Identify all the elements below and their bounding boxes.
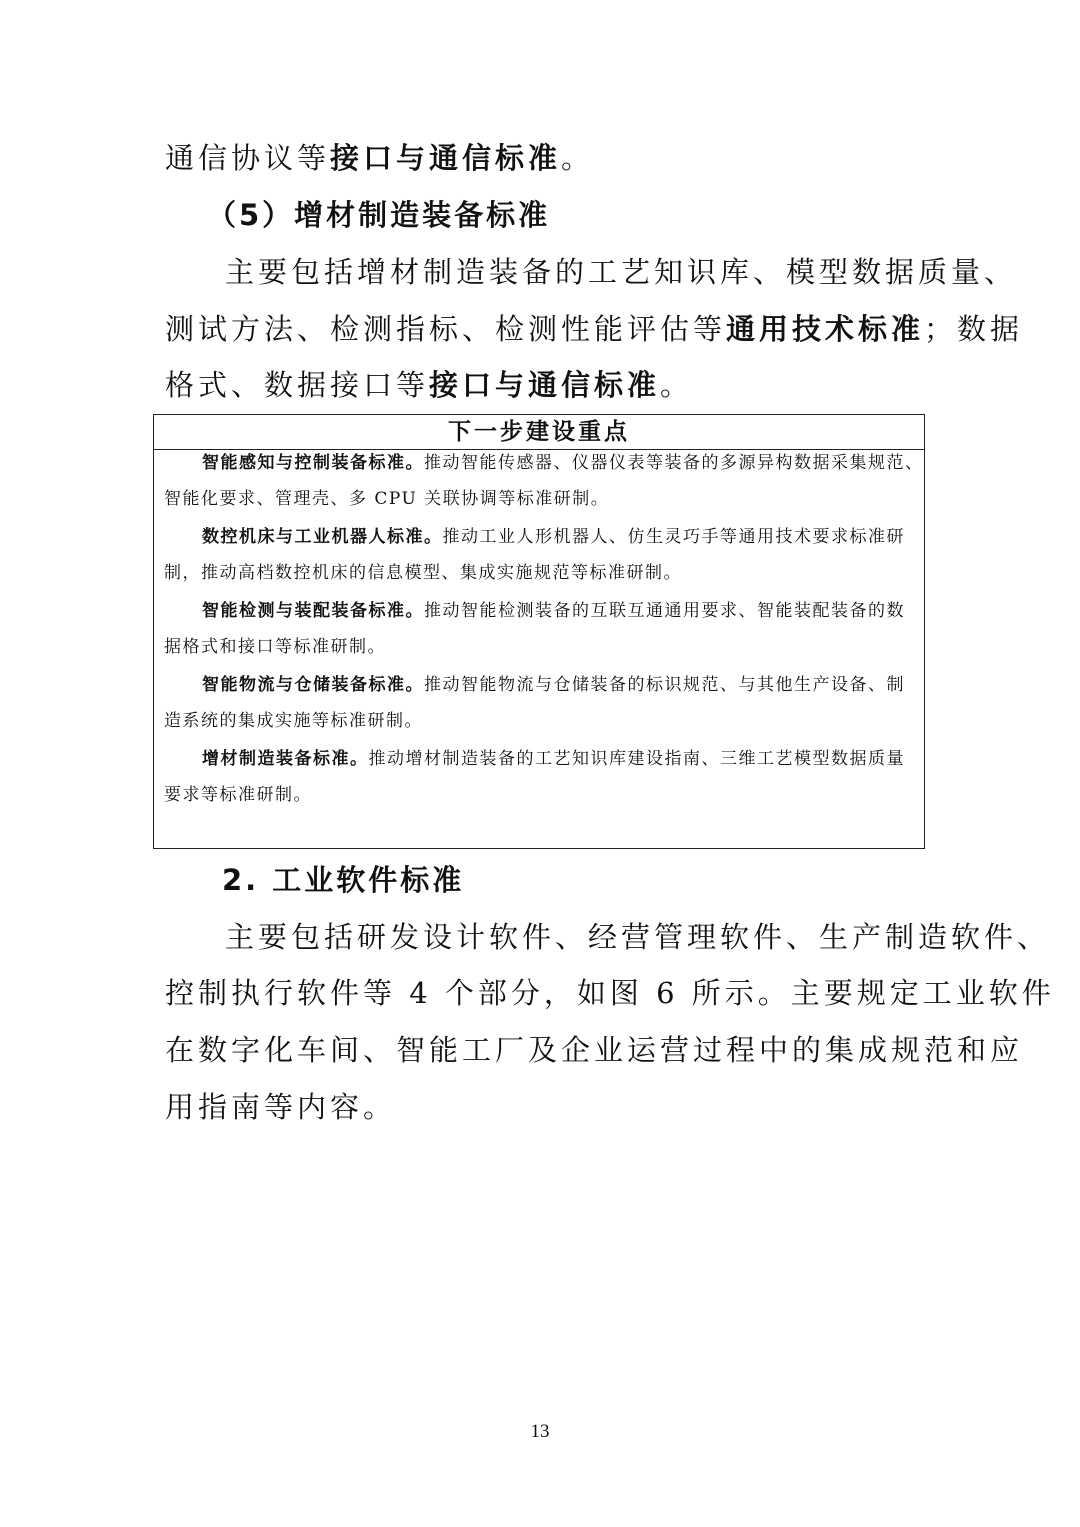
page-number: 13 [530,1421,550,1442]
text-run: 测试方法、检测指标、检测性能评估等 [165,312,727,346]
focus-item-text: 推动工业人形机器人、仿生灵巧手等通用技术要求标准研 [442,527,905,547]
focus-item-label: 智能物流与仓储装备标准。 [202,675,424,695]
focus-box-title: 下一步建设重点 [154,415,924,450]
focus-item-label: 数控机床与工业机器人标准。 [202,527,443,547]
focus-item-line: 造系统的集成实施等标准研制。 [164,711,423,731]
text-run: 通信协议等 [165,141,331,175]
text-run: 。 [561,141,595,175]
focus-item-line: 智能化要求、管理壳、多 CPU 关联协调等标准研制。 [164,489,610,509]
paragraph-line [165,309,1024,349]
paragraph-line: 控制执行软件等 4 个部分，如图 6 所示。主要规定工业软件 [165,976,1055,1010]
section-heading: （5）增材制造装备标准 [207,198,551,232]
focus-box [153,414,925,849]
focus-item-line: 据格式和接口等标准研制。 [164,637,386,657]
paragraph-line: 主要包括研发设计软件、经营管理软件、生产制造软件、 [225,920,1051,954]
bold-term: 接口与通信标准 [330,141,562,175]
paragraph-line: 在数字化车间、智能工厂及企业运营过程中的集成规范和应 [165,1033,1024,1067]
bold-term: 通用技术标准 [726,312,925,346]
text-run: 格式、数据接口等 [165,368,430,402]
paragraph-line [165,365,925,405]
text-run: 。 [660,368,694,402]
focus-item-text: 推动智能物流与仓储装备的标识规范、与其他生产设备、制 [424,675,905,695]
paragraph-line [165,138,925,178]
focus-item-label: 智能感知与控制装备标准。 [202,453,424,473]
focus-item-label: 智能检测与装配装备标准。 [202,601,424,621]
focus-item-line [202,451,954,475]
focus-item-line [202,747,954,771]
focus-item-line: 制，推动高档数控机床的信息模型、集成实施规范等标准研制。 [164,563,682,583]
focus-item-line [202,525,954,549]
focus-item-text: 推动智能检测装备的互联互通通用要求、智能装配装备的数 [424,601,905,621]
focus-item-line [202,673,954,697]
focus-item-line: 要求等标准研制。 [164,785,312,805]
section-heading: 2. 工业软件标准 [222,863,465,897]
paragraph-line: 用指南等内容。 [165,1090,397,1124]
text-run: ；数据 [924,312,1024,346]
focus-item-line [202,599,954,623]
focus-item-label: 增材制造装备标准。 [202,749,369,769]
bold-term: 接口与通信标准 [429,368,661,402]
focus-item-text: 推动增材制造装备的工艺知识库建设指南、三维工艺模型数据质量 [368,749,905,769]
paragraph-line: 主要包括增材制造装备的工艺知识库、模型数据质量、 [225,255,1018,289]
focus-item-text: 推动智能传感器、仪器仪表等装备的多源异构数据采集规范、 [424,453,924,473]
